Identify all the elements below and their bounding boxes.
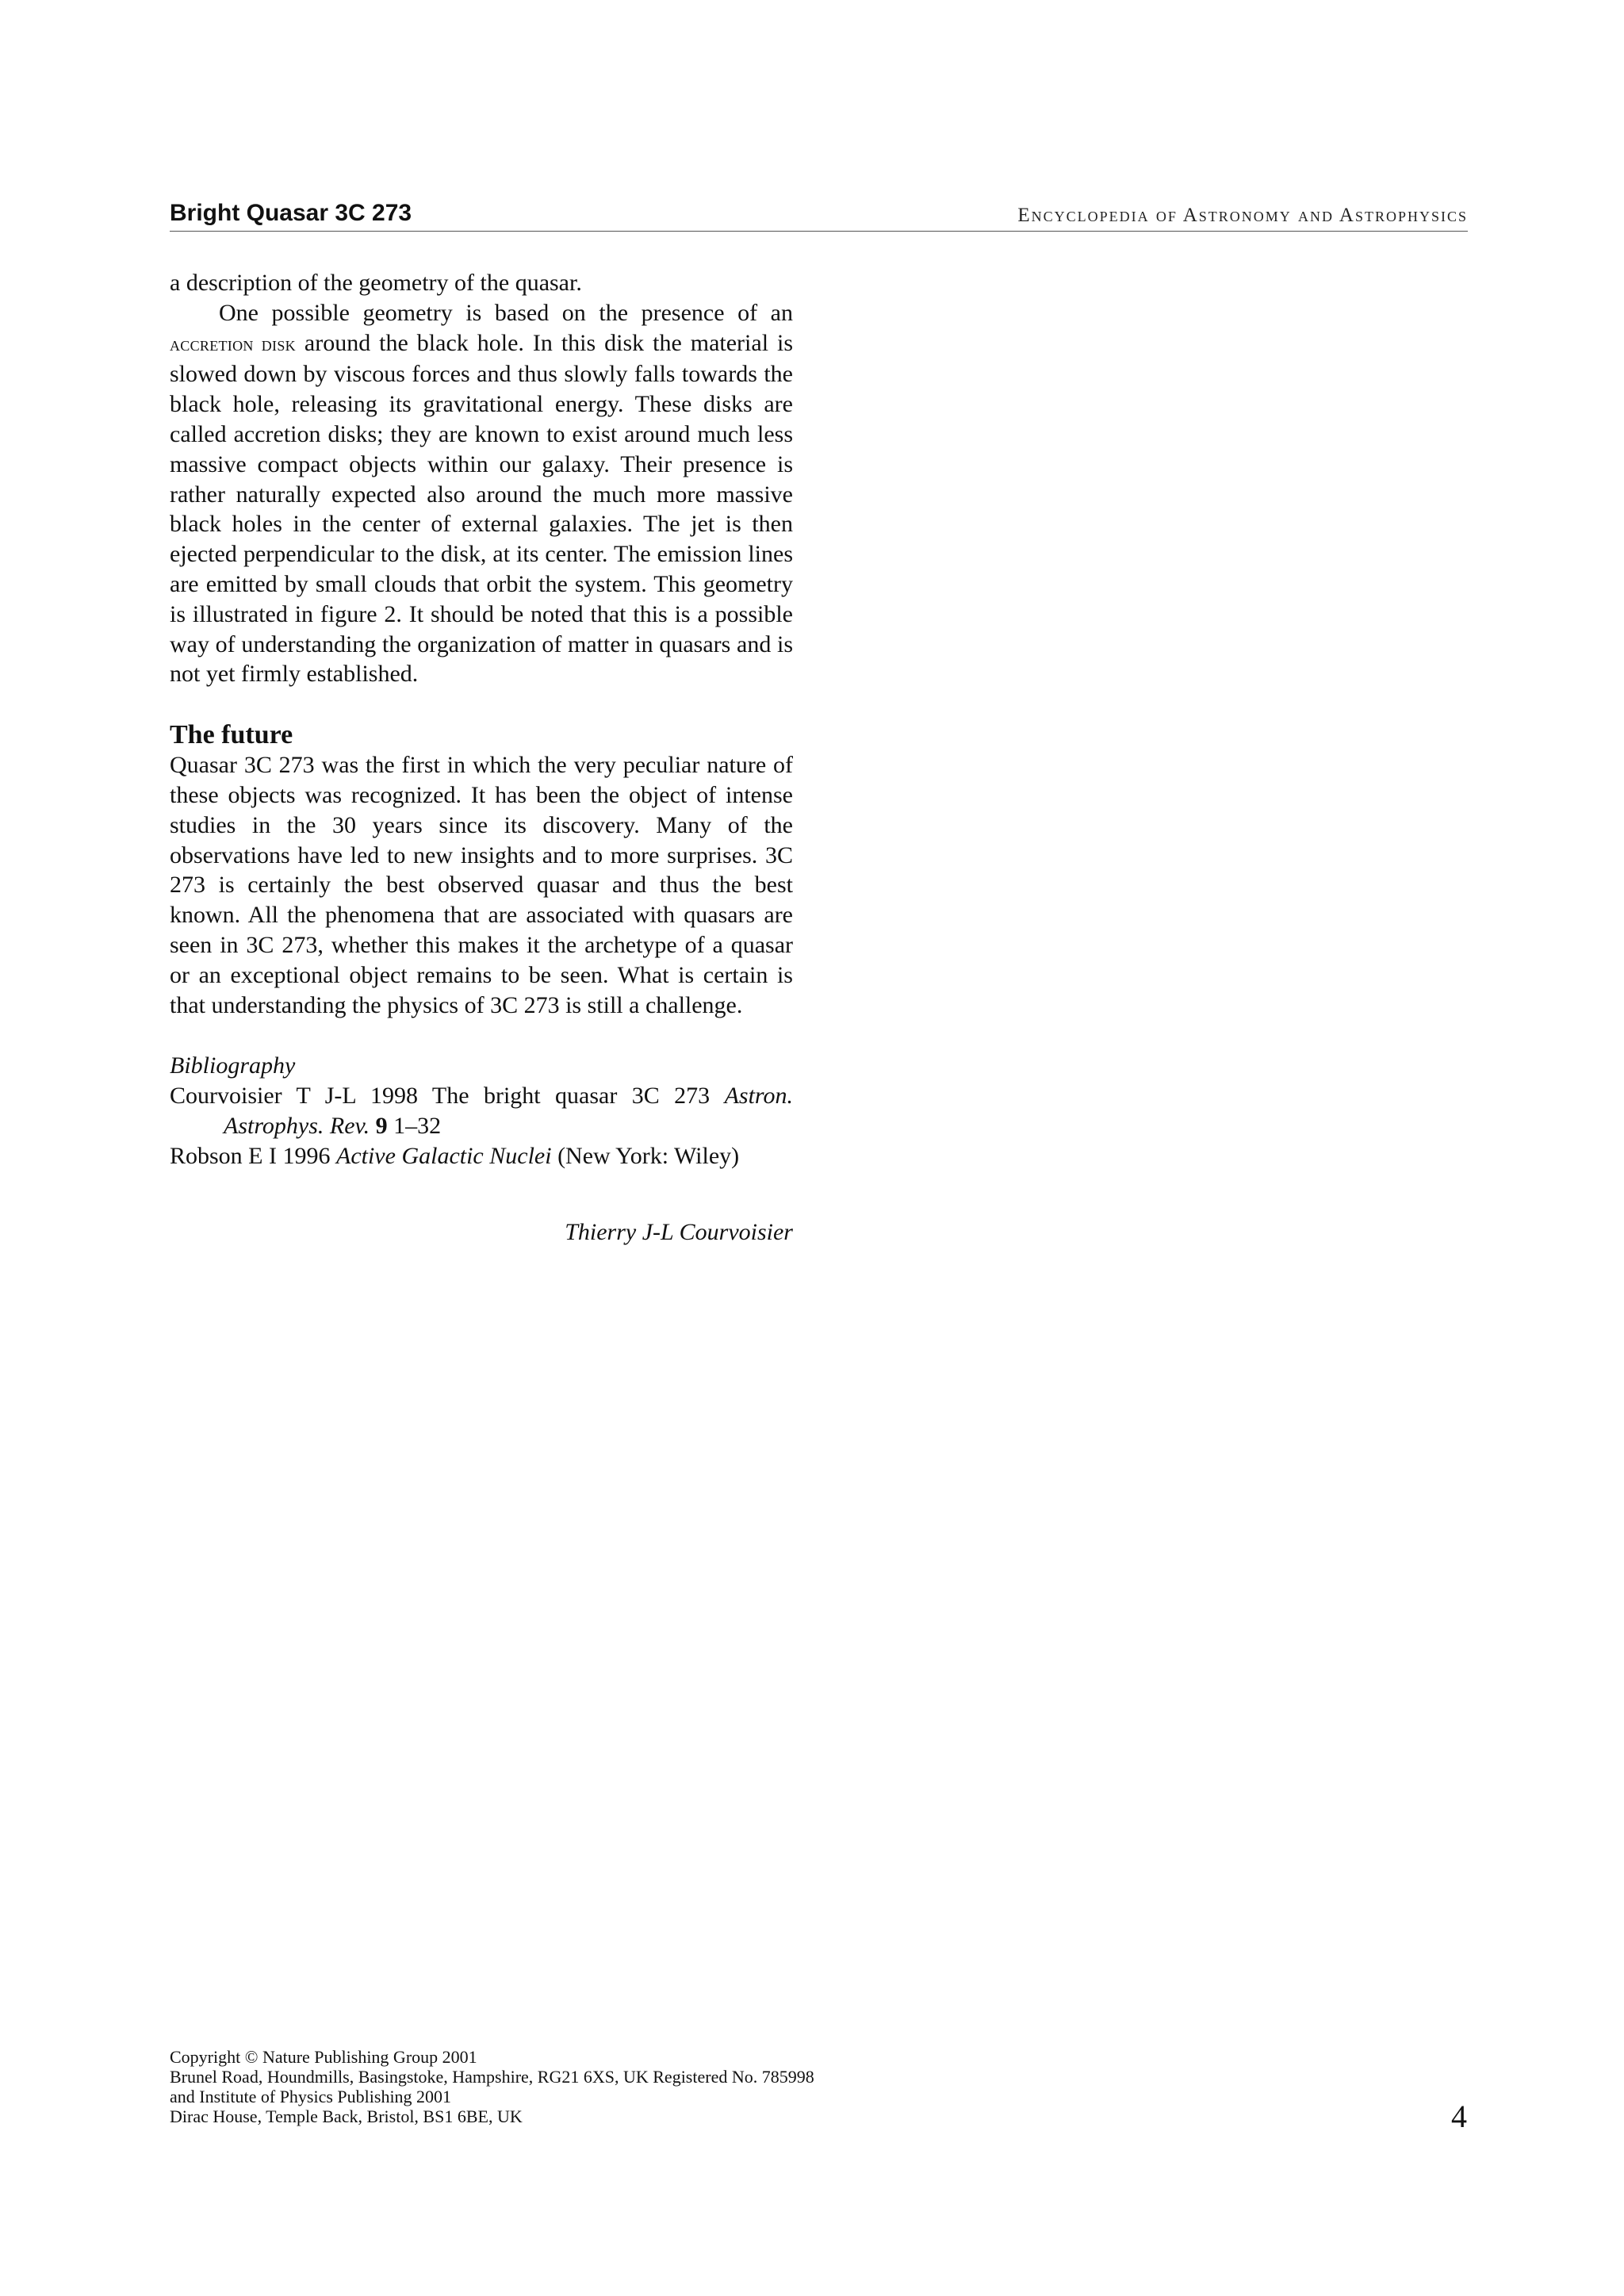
footer-address-line: Brunel Road, Houndmills, Basingstoke, Hampshire, RG21 6XS, UK Registered No. 785998 bbox=[170, 2067, 814, 2087]
geometry-paragraph bbox=[170, 298, 793, 689]
footer-copyright-line: Copyright © Nature Publishing Group 2001 bbox=[170, 2047, 477, 2067]
copyright-footer bbox=[170, 2047, 1042, 2126]
future-paragraph: Quasar 3C 273 was the first in which the very peculiar nature of these objects was recognized. It has been the object of intense studies in the 30 years since its discovery. Many of the observations have led to new insights and to more surprises. 3C 273 is certainly the best observed quasar and thus the best known. All the phenomena that are associated with quasars are seen in 3C 273, whether this makes it the archetype of a quasar or an exceptional object remains to be seen. What is certain is that understanding the physics of 3C 273 is still a challenge. bbox=[170, 752, 793, 1018]
main-article-column bbox=[170, 268, 793, 1247]
accretion-disk-term: accretion disk bbox=[170, 333, 296, 355]
bibliography-entry-robson bbox=[170, 1141, 793, 1171]
bibliography-entry-courvoisier bbox=[170, 1081, 793, 1141]
robson-publisher: (New York: Wiley) bbox=[551, 1142, 740, 1169]
robson-title: Active Galactic Nuclei bbox=[336, 1142, 552, 1169]
courvoisier-pages: 1–32 bbox=[387, 1112, 442, 1139]
robson-reference-lead: Robson E I 1996 bbox=[170, 1142, 336, 1169]
courvoisier-journal: Astron. Astrophys. Rev. bbox=[224, 1083, 793, 1139]
encyclopedia-title-header: Encyclopedia of Astronomy and Astrophysics bbox=[1017, 205, 1468, 226]
courvoisier-volume-space bbox=[370, 1113, 376, 1139]
bibliography-title: Bibliography bbox=[170, 1052, 296, 1079]
footer-publisher-address-line: Dirac House, Temple Back, Bristol, BS1 6BE, UK bbox=[170, 2106, 523, 2126]
geometry-paragraph-body: around the black hole. In this disk the material is slowed down by viscous forces and thus slowly falls towards the black hole, releasing its gravitational energy. These disks are called accretion disks; they are known to exist around much less massive compact objects within our galaxy. Their presence is rather naturally expected also around the much more massive black holes in the center of external galaxies. The jet is then ejected perpendicular to the disk, at its center. The emission lines are emitted by small clouds that orbit the system. This geometry is illustrated in figure 2. It should be noted that this is a possible way of understanding the organization of matter in quasars and is not yet firmly established. bbox=[170, 329, 794, 688]
page-number: 4 bbox=[1451, 2099, 1467, 2134]
courvoisier-reference-lead: Courvoisier T J-L 1998 The bright quasar 3C 273 bbox=[170, 1083, 725, 1110]
geometry-paragraph-intro: One possible geometry is based on the presence of an bbox=[219, 299, 793, 326]
courvoisier-volume: 9 bbox=[375, 1112, 388, 1139]
article-author: Thierry J-L Courvoisier bbox=[565, 1218, 793, 1245]
continued-paragraph: a description of the geometry of the quasar. bbox=[170, 270, 582, 296]
footer-publisher-line: and Institute of Physics Publishing 2001 bbox=[170, 2087, 452, 2106]
header-rule bbox=[170, 231, 1468, 232]
running-header bbox=[170, 197, 1468, 234]
future-heading: The future bbox=[170, 720, 293, 750]
article-title-header: Bright Quasar 3C 273 bbox=[170, 200, 412, 226]
